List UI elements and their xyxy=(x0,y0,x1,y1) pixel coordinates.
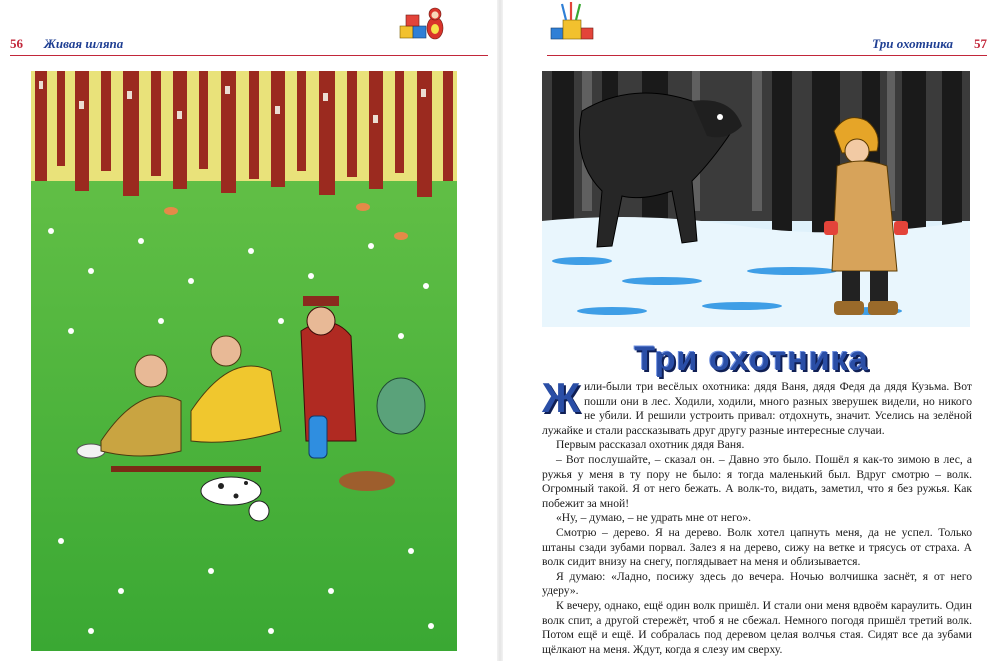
toy-blocks-and-matryoshka-icon xyxy=(398,10,446,38)
story-paragraph: «Ну, – думаю, – не удрать мне от него». xyxy=(556,511,752,525)
three-hunters-picnic-illustration xyxy=(31,71,457,651)
story-paragraph: – Вот послушайте, – сказал он. – Давно это было. Пошёл я как-то зимою в лес, а ружья у меня в ту пору не было: я тогда маленький был. Вдруг смотрю – волк. Огромный такой. Я от него бежать. А волк-то, видать, заметил, что я без ружья. Как побежит за мной! xyxy=(542,452,972,510)
wolf-and-boy-in-winter-forest-illustration xyxy=(542,71,970,327)
story-title: Три охотника xyxy=(634,340,869,378)
story-paragraph: Я думаю: «Ладно, посижу здесь до вечера. Ночью волчишка заснёт, я от него удеру». xyxy=(542,569,972,598)
right-running-title: Три охотника xyxy=(872,36,953,51)
left-header-rule xyxy=(10,55,488,56)
story-paragraph: Первым рассказал охотник дядя Ваня. xyxy=(556,438,745,452)
right-page-number: 57 xyxy=(974,36,987,51)
left-page xyxy=(0,0,497,661)
left-page-number: 56 xyxy=(10,36,23,51)
pencils-in-cup-and-blocks-icon xyxy=(549,10,597,38)
story-paragraph: К вечеру, однако, ещё один волк пришёл. И стали они меня вдвоём караулить. Один волк спит, а другой стережёт, чтоб я не сбежал. Немного погодя пришёл третий волк. Потом ещё и ещё. И собралась под деревом целая волчья стая. Сидят все да зубами щёлкают на меня. Ждут, когда я слезу им сверху. xyxy=(542,598,972,656)
right-page xyxy=(503,0,1000,661)
right-header-rule xyxy=(547,55,987,56)
drop-cap: Ж xyxy=(542,374,580,421)
story-paragraph: Жили-были три весёлых охотника: дядя Ваня, дядя Федя да дядя Кузьма. Вот пошли они в лес. Ходили, ходили, много разных зверушек видели, но никого не убили. И решили устроить привал: отдохнуть, значит. Уселись на зелёной лужайке и стали рассказывать друг другу разные интересные случаи. xyxy=(542,374,972,437)
right-page-header xyxy=(547,36,987,56)
left-running-title: Живая шляпа xyxy=(44,36,124,51)
story-paragraph: Смотрю – дерево. Я на дерево. Волк хотел цапнуть меня, да не успел. Только штаны сзади зубами порвал. Залез я на дерево, сижу на ветке и трясусь от страха. А волк сидит внизу на снегу, поглядывает на меня и облизывается. xyxy=(542,525,972,569)
story-text xyxy=(542,374,972,657)
